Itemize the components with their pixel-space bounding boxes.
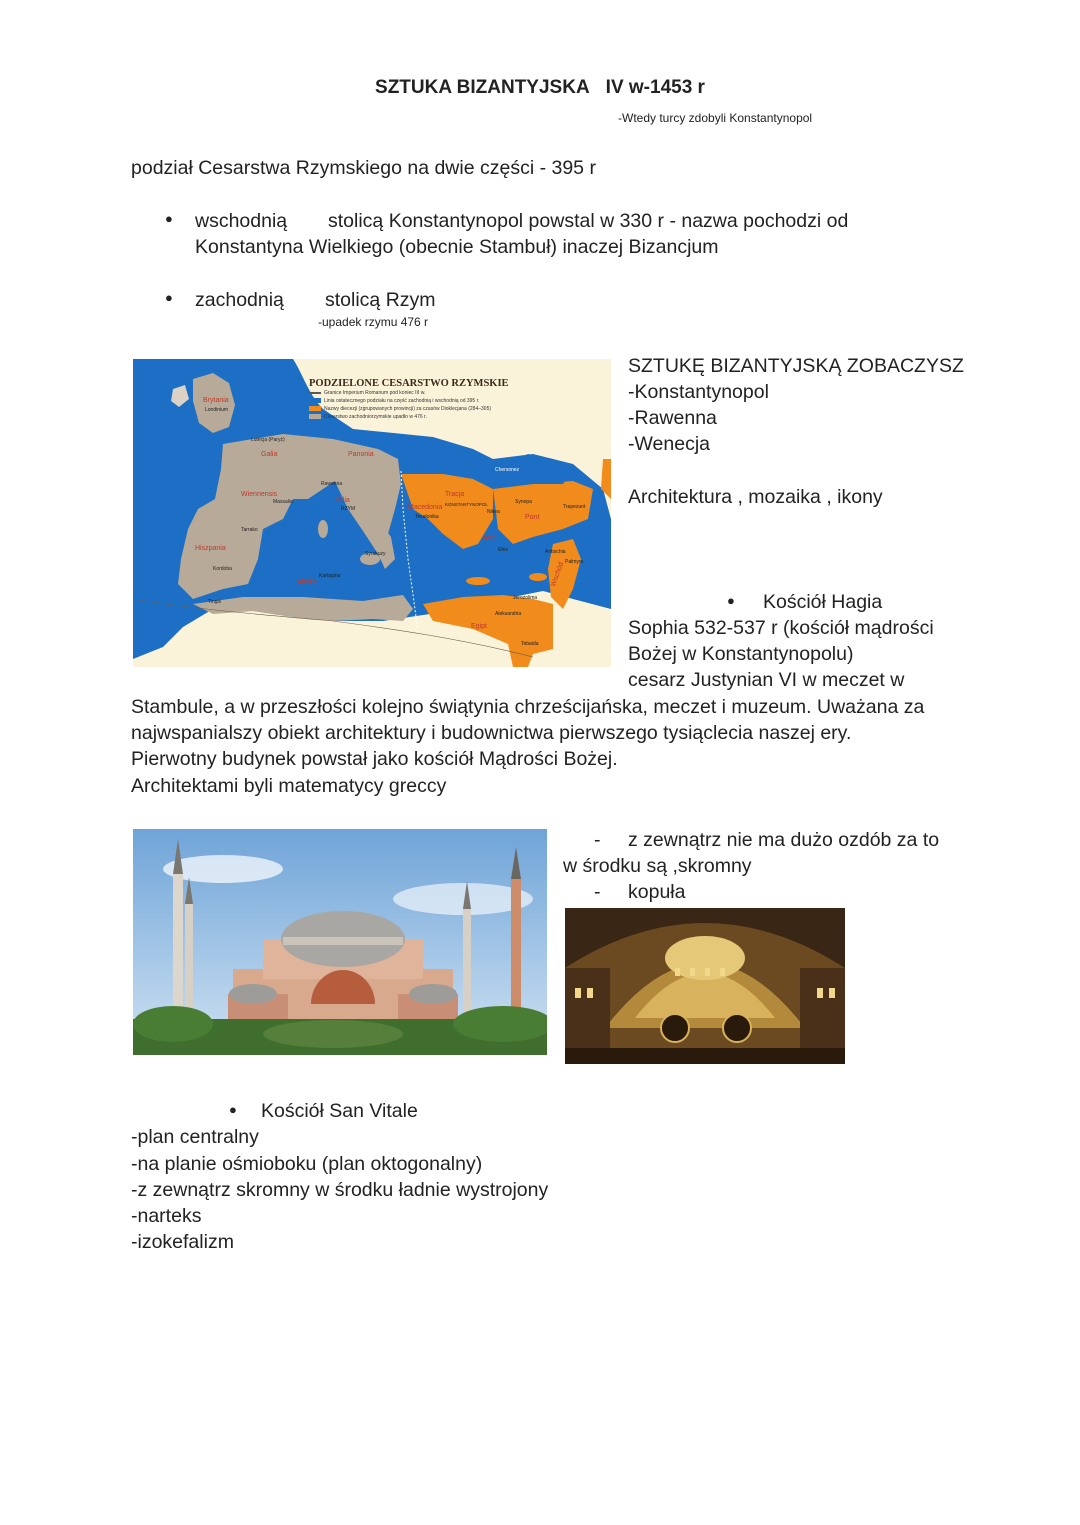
map-label: Tarrako	[241, 527, 258, 533]
map-label: Londinium	[205, 407, 229, 413]
see-place: -Rawenna	[628, 407, 717, 429]
hagia-line: Sophia 532-537 r (kościół mądrości	[628, 617, 934, 639]
see-heading: SZTUKĘ BIZANTYJSKĄ ZOBACZYSZ	[628, 355, 964, 377]
hagia-title: Kościół Hagia	[763, 591, 883, 613]
map-label: Panonia	[348, 451, 374, 458]
map-label: Macedonia	[408, 504, 443, 511]
map-label: Brytania	[203, 397, 229, 404]
see-place: -Wenecja	[628, 433, 711, 455]
legend-row	[309, 413, 579, 421]
vitale-title: Kościół San Vitale	[261, 1100, 418, 1122]
hagia-line: Pierwotny budynek powstał jako kościół Mądrości Bożej.	[131, 748, 618, 770]
vitale-item: -z zewnątrz skromny w środku ładnie wystrojony	[131, 1179, 549, 1201]
east-desc-line1: stolicą Konstantynopol powstal w 330 r - nazwa pochodzi od	[328, 210, 849, 232]
empire-map	[133, 359, 611, 667]
map-label: Azja	[483, 535, 497, 542]
map-label: Nikea	[487, 509, 500, 515]
map-label: Palmyra	[565, 559, 584, 565]
feature-dash: -	[594, 829, 601, 851]
map-label: Wiennensis	[241, 491, 278, 498]
bullet-icon: ●	[727, 593, 735, 608]
hagia-line: Architektami byli matematycy greccy	[131, 775, 447, 797]
legend-row	[309, 389, 579, 397]
map-label: Afryka	[297, 579, 317, 586]
vitale-item: -plan centralny	[131, 1126, 259, 1148]
map-label: RZYM	[341, 506, 356, 512]
east-name: wschodnią	[195, 210, 288, 232]
map-label: Kartagina	[319, 573, 341, 579]
map-label: KONSTANTYNOPOL	[445, 502, 488, 507]
map-label: Egipt	[471, 623, 487, 630]
vitale-item: -izokefalizm	[131, 1231, 234, 1253]
map-label: Jerozolima	[513, 595, 538, 601]
see-place: -Konstantynopol	[628, 381, 769, 403]
map-label: Massalia	[273, 499, 293, 505]
map-label: Efez	[498, 547, 509, 553]
vitale-item: -narteks	[131, 1205, 202, 1227]
feature-item: kopuła	[628, 881, 686, 903]
map-label: Synopa	[515, 499, 532, 505]
hagia-line: cesarz Justynian VI w meczet w	[628, 669, 905, 691]
map-label: Syrakuzy	[365, 551, 386, 557]
bullet-icon: ●	[229, 1102, 237, 1117]
feature-item: z zewnątrz nie ma dużo ozdób za to	[628, 829, 940, 851]
vitale-item: -na planie ośmioboku (plan oktogonalny)	[131, 1153, 483, 1175]
map-label: Aleksandria	[495, 611, 522, 617]
map-label: Wschód	[550, 561, 566, 588]
legend-label: Cesarstwo zachodniorzymskie upadło w 476 r.	[324, 414, 427, 420]
title-note: -Wtedy turcy zdobyli Konstantynopol	[618, 111, 813, 125]
map-label: Antiochia	[545, 549, 566, 555]
map-label: Rawenna	[321, 481, 343, 487]
feature-dash: -	[594, 881, 601, 903]
map-label: Italia	[335, 497, 350, 504]
legend-swatch-division	[309, 398, 321, 403]
hagia-line: najwspanialszy obiekt architektury i budownictwa pierwszego tysiąclecia naszej ery.	[131, 722, 852, 744]
map-label: Pont	[525, 514, 540, 521]
bullet-icon: ●	[165, 290, 173, 305]
feature-item: w środku są ,skromny	[563, 855, 752, 877]
map-label: Kordoba	[213, 566, 232, 572]
hagia-line: Bożej w Konstantynopolu)	[628, 643, 854, 665]
map-label: Tebaida	[521, 641, 539, 647]
page-title	[0, 77, 1080, 99]
hagia-sophia-exterior-photo	[133, 829, 547, 1055]
legend-swatch-west	[309, 414, 321, 419]
map-label: Trapezunt	[563, 504, 586, 510]
legend-row	[309, 397, 579, 405]
map-label: Hiszpania	[195, 545, 226, 552]
map-label: Tesalonika	[415, 514, 439, 520]
title-main: SZTUKA BIZANTYJSKA	[375, 77, 590, 98]
title-dates: IV w-1453 r	[605, 77, 705, 98]
hagia-line: Stambule, a w przeszłości kolejno świątynia chrześcijańska, meczet i muzeum. Uważana za	[131, 696, 925, 718]
legend-label: Linia ostatecznego podziału na część zachodnią i wschodnią od 395 r.	[324, 398, 480, 404]
map-label: Tracja	[445, 491, 465, 498]
west-name: zachodnią	[195, 289, 284, 311]
legend-label: Granice Imperium Romanum pod koniec III w.	[324, 390, 426, 396]
map-label: Tingis	[208, 599, 222, 605]
west-desc: stolicą Rzym	[325, 289, 436, 311]
map-label: Galia	[261, 451, 278, 458]
legend-label: Nazwy diecezji (zgrupowanych prowincji) za czasów Dioklecjana (284–305)	[324, 406, 492, 412]
legend-row	[309, 405, 579, 413]
map-label: Lutecja (Paryż)	[251, 437, 285, 443]
legend-swatch-east	[309, 406, 321, 411]
division-text: podział Cesarstwa Rzymskiego na dwie części - 395 r	[131, 157, 596, 179]
hagia-sophia-interior-photo	[565, 908, 845, 1064]
map-title: PODZIELONE CESARSTWO RZYMSKIE	[309, 378, 509, 389]
east-desc-line2: Konstantyna Wielkiego (obecnie Stambuł) inaczej Bizancjum	[195, 236, 719, 258]
map-legend	[309, 378, 579, 421]
legend-swatch-border	[309, 392, 321, 394]
see-arts: Architektura , mozaika , ikony	[628, 486, 883, 508]
bullet-icon: ●	[165, 211, 173, 226]
west-note: -upadek rzymu 476 r	[318, 315, 429, 329]
map-label: Chersonez	[495, 467, 520, 473]
